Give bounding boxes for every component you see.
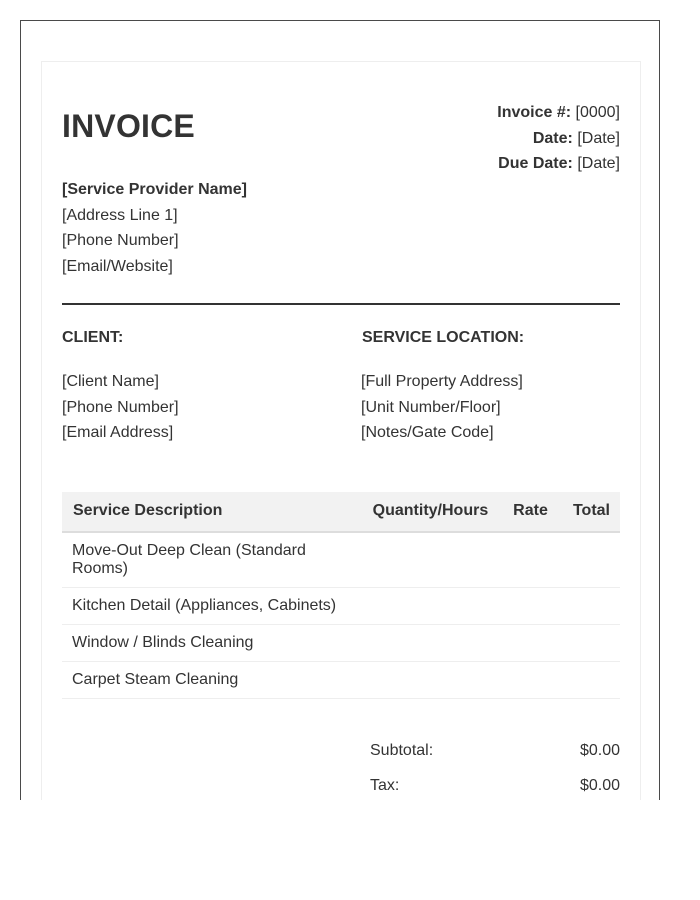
header-quantity: Quantity/Hours	[372, 502, 489, 519]
service-location-heading: SERVICE LOCATION:	[362, 329, 525, 346]
tax-row	[370, 767, 620, 800]
row-quantity	[352, 625, 498, 662]
table-row	[62, 588, 620, 625]
services-table	[62, 492, 620, 699]
provider-name: [Service Provider Name]	[62, 181, 247, 198]
row-description: Window / Blinds Cleaning	[62, 625, 352, 662]
subtotal-label: Subtotal:	[370, 742, 434, 759]
section-divider	[62, 303, 620, 305]
row-description: Kitchen Detail (Appliances, Cabinets)	[62, 588, 352, 625]
invoice-page	[41, 61, 641, 800]
client-name: [Client Name]	[62, 373, 159, 390]
invoice-date-value: [Date]	[577, 129, 620, 147]
row-total	[558, 662, 620, 699]
invoice-due-date-line	[497, 151, 620, 177]
table-row	[62, 662, 620, 699]
row-quantity	[352, 662, 498, 699]
row-rate	[498, 532, 558, 588]
row-description: Carpet Steam Cleaning	[62, 662, 352, 699]
header-rate: Rate	[513, 502, 548, 519]
row-total	[558, 532, 620, 588]
row-rate	[498, 588, 558, 625]
location-unit: [Unit Number/Floor]	[361, 398, 501, 416]
location-notes: [Notes/Gate Code]	[361, 424, 494, 441]
row-rate	[498, 625, 558, 662]
tax-label: Tax:	[370, 777, 400, 794]
header-description: Service Description	[73, 502, 223, 519]
client-email: [Email Address]	[62, 424, 174, 441]
invoice-title: INVOICE	[62, 108, 195, 144]
subtotal-row	[370, 732, 620, 767]
location-address: [Full Property Address]	[361, 373, 523, 390]
row-description: Move-Out Deep Clean (Standard Rooms)	[62, 532, 352, 588]
row-quantity	[352, 588, 498, 625]
row-quantity	[352, 532, 498, 588]
provider-address: [Address Line 1]	[62, 206, 178, 224]
row-total	[558, 625, 620, 662]
totals-block	[370, 732, 620, 800]
row-rate	[498, 662, 558, 699]
provider-block	[62, 177, 247, 279]
table-row	[62, 625, 620, 662]
subtotal-value: $0.00	[579, 742, 620, 759]
invoice-number-value: [0000]	[575, 104, 620, 121]
table-row	[62, 532, 620, 588]
provider-phone: [Phone Number]	[62, 232, 179, 249]
invoice-number-line	[497, 100, 620, 126]
invoice-due-date-value: [Date]	[577, 155, 620, 172]
client-block	[62, 369, 179, 446]
header-total: Total	[572, 502, 610, 519]
table-header-row	[62, 492, 620, 532]
invoice-date-label: Date:	[532, 129, 573, 147]
tax-value: $0.00	[579, 777, 620, 794]
invoice-date-line	[497, 126, 620, 152]
service-location-block	[361, 369, 523, 446]
client-phone: [Phone Number]	[62, 398, 179, 416]
invoice-due-date-label: Due Date:	[498, 155, 573, 172]
invoice-meta	[497, 100, 620, 177]
client-heading: CLIENT:	[62, 329, 124, 346]
invoice-number-label: Invoice #:	[497, 104, 572, 121]
provider-email: [Email/Website]	[62, 257, 173, 275]
document-frame	[20, 20, 660, 800]
row-total	[558, 588, 620, 625]
